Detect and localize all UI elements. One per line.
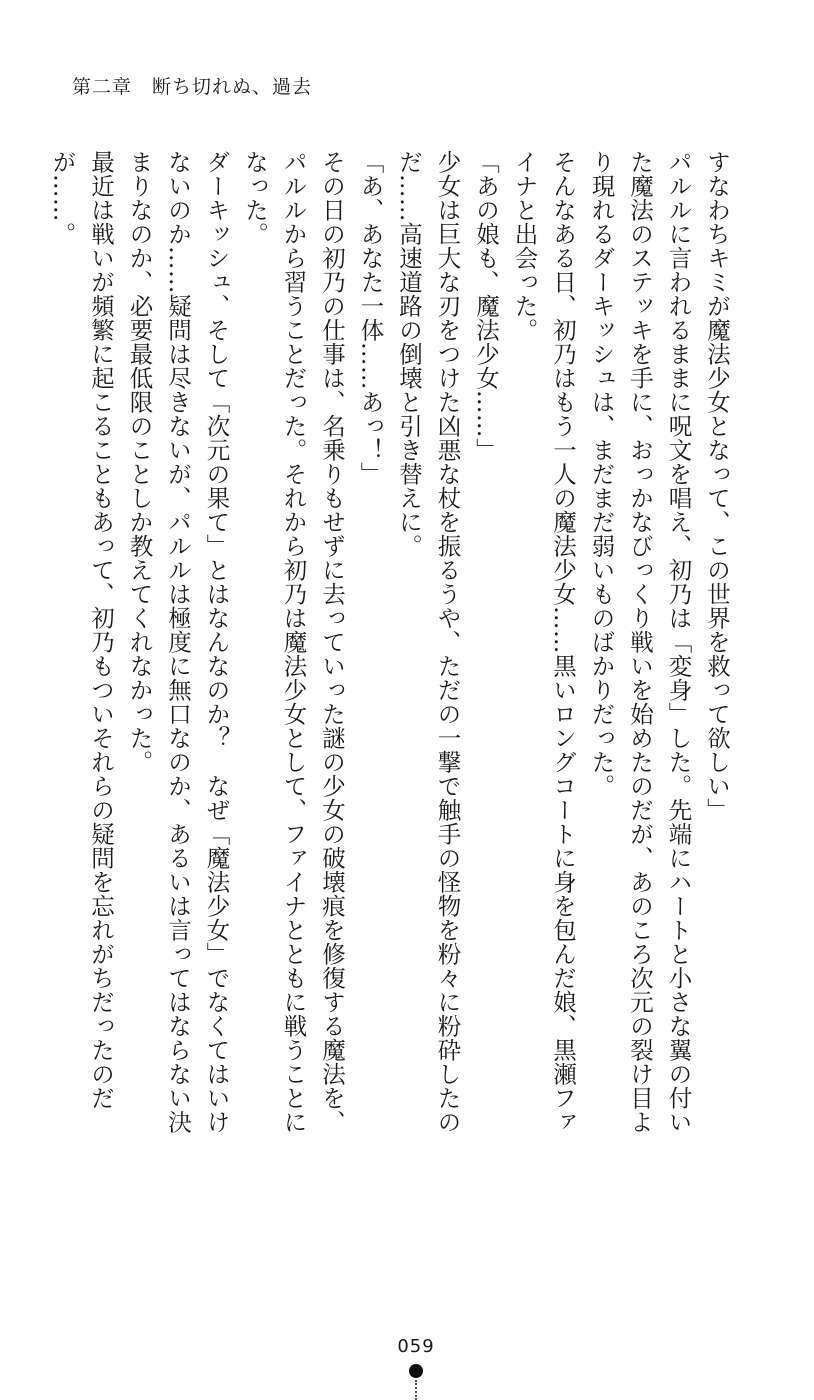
paragraph: 最近は戦いが頻繁に起こることもあって、初乃もついそれらの疑問を忘れがちだったのだが……。 <box>48 150 115 1110</box>
paragraph: 少女は巨大な刃をつけた凶悪な杖を振るうや、ただの一撃で触手の怪物を粉々に粉砕したのだ……高速道路の倒壊と引き替えに。 <box>395 150 462 1134</box>
chapter-title: 第二章 断ち切れぬ、過去 <box>72 76 313 98</box>
paragraph: その日の初乃の仕事は、名乗りもせずに去っていった謎の少女の破壊痕を修復する魔法を、パルルから習うことだった。それから初乃は魔法少女として、ファイナとともに戦うことになった。 <box>241 150 346 1134</box>
page-number: 059 <box>397 1336 435 1357</box>
paragraph: パルルに言われるままに呪文を唱え、初乃は「変身」した。先端にハートと小さな翼の付いた魔法のステッキを手に、おっかなびっくり戦いを始めたのだが、あのころ次元の裂け目より現れるダーキッシュは、まだまだ弱いものばかりだった。 <box>587 150 693 1134</box>
paragraph: そんなある日、初乃はもう一人の魔法少女……黒いロングコートに身を包んだ娘、黒瀬ファイナと出会った。 <box>510 150 577 1134</box>
page-marker-line <box>415 1380 417 1400</box>
body-text <box>43 150 736 1150</box>
paragraph: すなわちキミが魔法少女となって、この世界を救って欲しい」 <box>703 150 731 822</box>
page-marker-dot <box>409 1364 423 1378</box>
paragraph: 「あ、あなた一体……あっ！」 <box>356 150 385 486</box>
paragraph: 「あの娘も、魔法少女……」 <box>472 150 500 462</box>
paragraph: ダーキッシュ、そして「次元の果て」とはなんなのか？ なぜ「魔法少女」でなくてはいけないのか……疑問は尽きないが、パルルは極度に無口なのか、あるいは言ってはならない決まりなのか、必要最低限のことしか教えてくれなかった。 <box>125 150 231 1134</box>
